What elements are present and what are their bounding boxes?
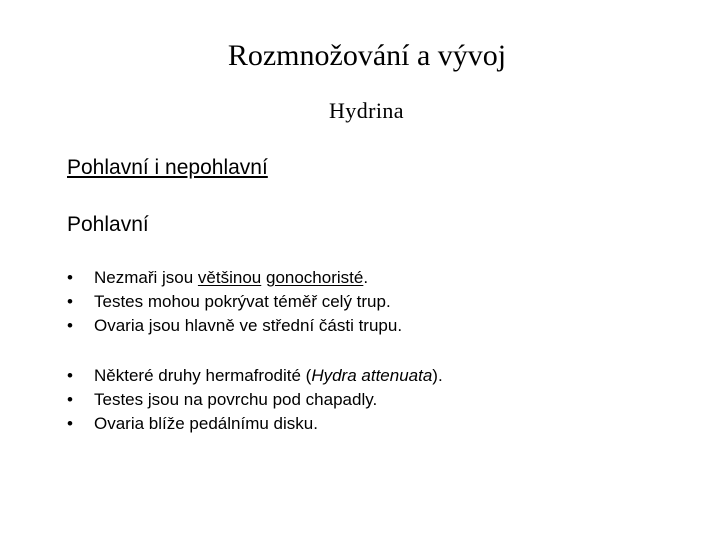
bullet-list-hermaphroditism — [67, 364, 443, 436]
list-item-text: ). — [432, 366, 443, 385]
bullet-icon: • — [67, 366, 73, 385]
bullet-icon: • — [67, 414, 73, 433]
bullet-list-gonochorism — [67, 266, 402, 338]
slide-title: Rozmnožování a vývoj — [227, 39, 507, 72]
list-item — [67, 266, 402, 290]
slide-subtitle: Hydrina — [329, 98, 404, 123]
list-item-text: . — [363, 268, 369, 287]
bullet-icon: • — [67, 316, 73, 335]
list-item-text: Testes mohou pokrývat téměř celý trup. — [94, 292, 391, 311]
list-item — [67, 412, 443, 436]
list-item — [67, 290, 402, 314]
bullet-icon: • — [67, 292, 73, 311]
list-item-text: Některé druhy hermafrodité ( — [94, 366, 312, 385]
list-item-text: Ovaria jsou hlavně ve střední části trupu. — [94, 316, 403, 335]
section-heading-reproduction-types: Pohlavní i nepohlavní — [67, 156, 268, 179]
list-item-text: Ovaria blíže pedálnímu disku. — [94, 414, 318, 433]
list-item-text: Nezmaři jsou — [94, 268, 198, 287]
list-item — [67, 364, 443, 388]
list-item-text: Testes jsou na povrchu pod chapadly. — [94, 390, 378, 409]
list-item-underlined-text: většinou — [197, 268, 262, 287]
bullet-icon: • — [67, 390, 73, 409]
list-item-underlined-text: gonochoristé — [265, 268, 364, 287]
list-item — [67, 388, 443, 412]
list-item — [67, 314, 402, 338]
list-item-italic-text: Hydra attenuata — [311, 366, 433, 385]
bullet-icon: • — [67, 268, 73, 287]
section-heading-sexual: Pohlavní — [67, 213, 149, 236]
